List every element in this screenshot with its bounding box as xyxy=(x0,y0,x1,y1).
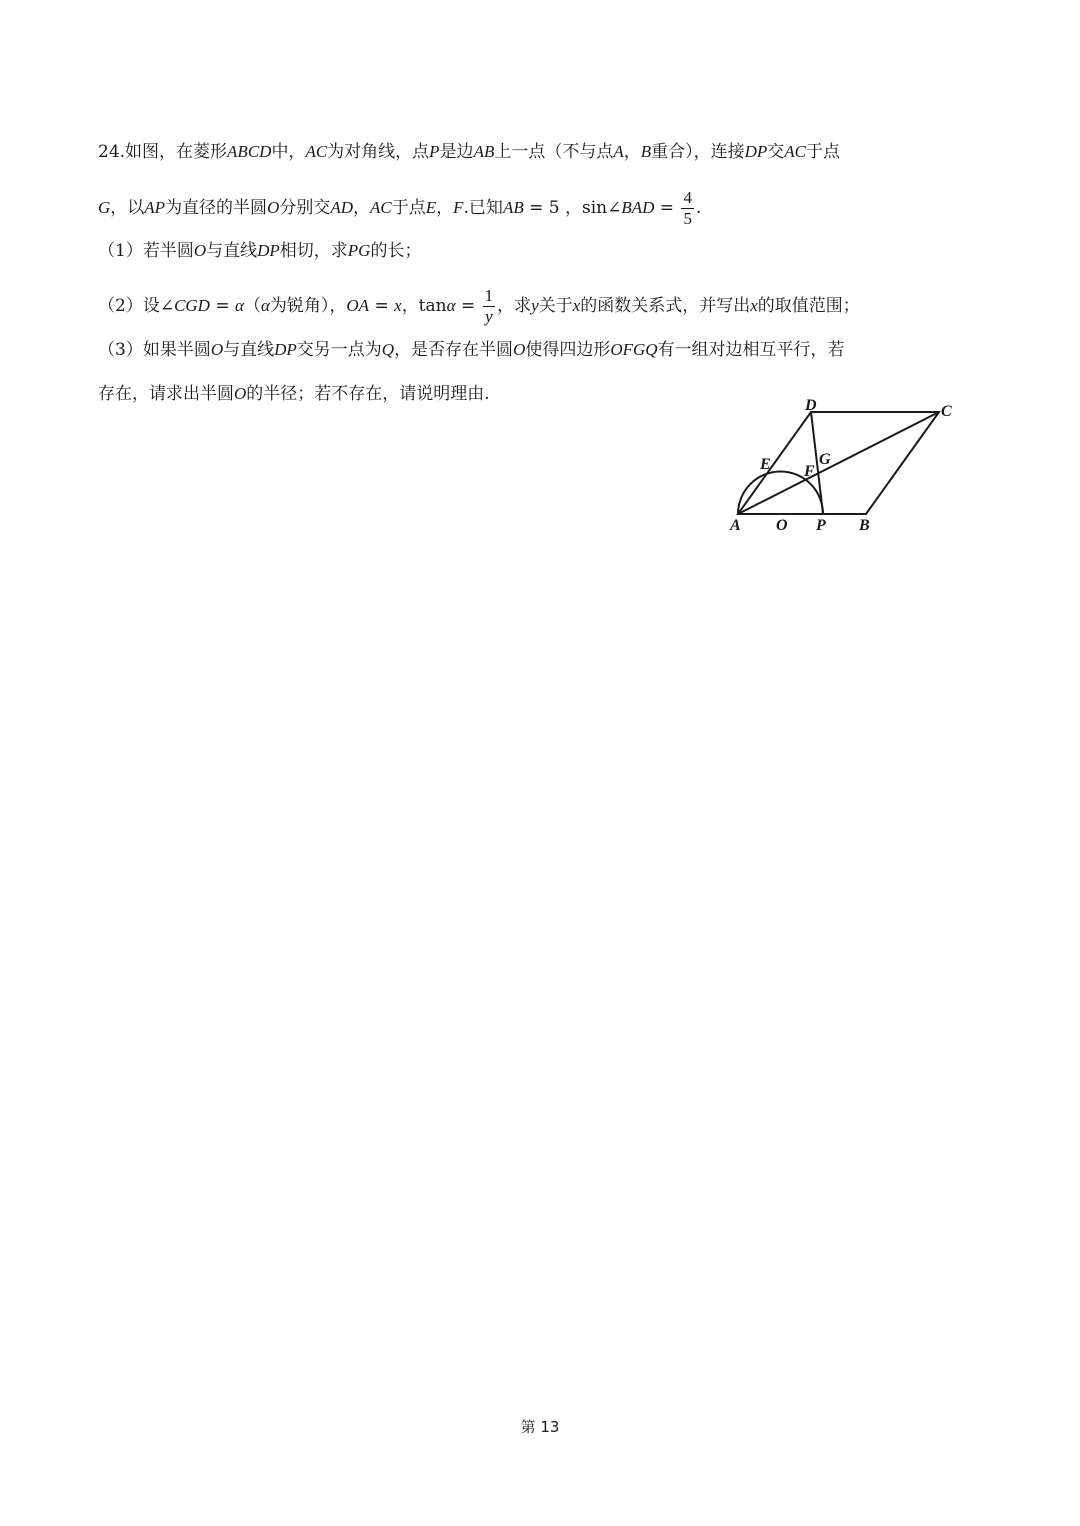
label-p: P xyxy=(816,517,826,534)
label-e: E xyxy=(760,456,771,473)
question-2: （2）设∠CGD = α（α为锐角），OA = x，tanα = $\frac{1}{y}$ ，求y关于x的函数关系式，并写出x的取值范围； xyxy=(98,286,860,326)
rhombus-diagram xyxy=(720,392,970,538)
problem-line-2: G，以AP为直径的半圆O分别交AD，AC于点E，F.已知AB = 5 ，sin∠BAD = $\frac{4}{5}$ . xyxy=(98,188,702,228)
label-d: D xyxy=(805,397,817,414)
question-3: （3）如果半圆O与直线DP交另一点为Q，是否存在半圆O使得四边形OFGQ有一组对边相互平行，若 xyxy=(98,340,845,360)
label-f: F xyxy=(804,463,815,480)
label-g: G xyxy=(819,451,831,468)
fraction-four-fifths: $\frac{4}{5}$ xyxy=(683,188,692,228)
question-1: （1）若半圆O与直线DP相切，求PG的长； xyxy=(98,241,422,261)
label-o: O xyxy=(776,517,788,534)
question-3-continued: 存在，请求出半圆O的半径；若不存在，请说明理由. xyxy=(98,384,490,404)
label-a: A xyxy=(730,517,741,534)
fraction-one-over-y: $\frac{1}{y}$ xyxy=(484,286,494,326)
label-b: B xyxy=(859,517,870,534)
label-c: C xyxy=(941,403,952,420)
problem-line-1: 24.如图，在菱形ABCD中，AC为对角线，点P是边AB上一点（不与点A，B重合），连接DP交AC于点 xyxy=(98,142,841,162)
page-number: 第 13 xyxy=(520,1418,560,1436)
